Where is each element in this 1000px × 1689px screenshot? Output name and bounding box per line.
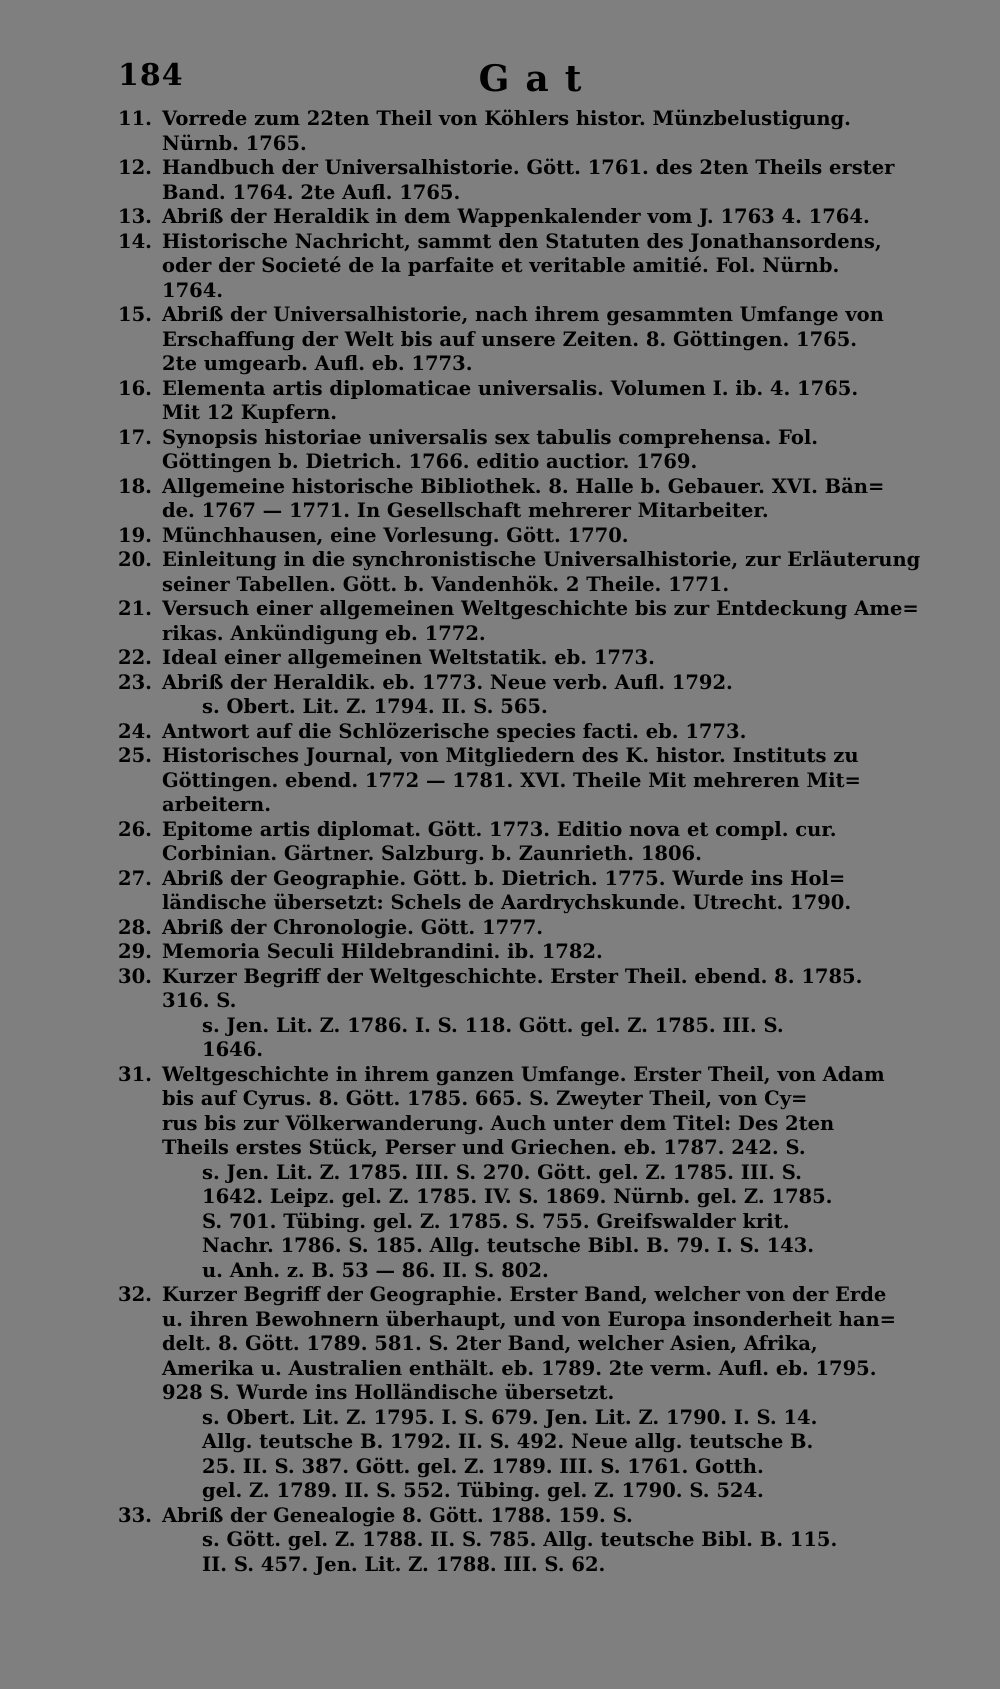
entry-line: Memoria Seculi Hildebrandini. ib. 1782. bbox=[162, 940, 603, 963]
entry-line: Band. 1764. 2te Aufl. 1765. bbox=[162, 180, 461, 204]
entry-text bbox=[162, 156, 938, 205]
entry-line: Historisches Journal, von Mitgliedern des K. histor. Instituts zu bbox=[162, 744, 859, 767]
bibliography-entry bbox=[118, 671, 938, 720]
entry-number: 18. bbox=[118, 474, 152, 498]
entry-text bbox=[162, 1283, 938, 1504]
entry-number: 19. bbox=[118, 523, 152, 547]
entry-line: Versuch einer allgemeinen Weltgeschichte bis zur Entdeckung Ame= bbox=[162, 597, 919, 620]
bibliography-entry bbox=[118, 524, 938, 549]
bibliography-entry bbox=[118, 1283, 938, 1504]
entry-line: de. 1767 — 1771. In Gesellschaft mehrerer Mitarbeiter. bbox=[162, 499, 769, 522]
bibliography-entry bbox=[118, 916, 938, 941]
entry-text bbox=[162, 867, 938, 916]
entry-number: 25. bbox=[118, 744, 152, 767]
bibliography-entry bbox=[118, 744, 938, 818]
entry-line: u. ihren Bewohnern überhaupt, und von Europa insonderheit han= bbox=[162, 1307, 897, 1331]
bibliography-entry bbox=[118, 205, 938, 230]
entry-line: Einleitung in die synchronistische Universalhistorie, zur Erläuterung bbox=[162, 548, 921, 571]
entry-line: arbeitern. bbox=[162, 793, 272, 816]
entry-text bbox=[162, 377, 938, 426]
page-number: 184 bbox=[118, 58, 184, 93]
entry-number: 32. bbox=[118, 1283, 152, 1306]
entry-line: seiner Tabellen. Gött. b. Vandenhök. 2 Theile. 1771. bbox=[162, 572, 730, 596]
entry-number: 13. bbox=[118, 205, 152, 228]
entry-number: 22. bbox=[118, 646, 152, 669]
entry-line: delt. 8. Gött. 1789. 581. S. 2ter Band, welcher Asien, Afrika, bbox=[162, 1332, 818, 1355]
review-reference: s. Obert. Lit. Z. 1795. I. S. 679. Jen. Lit. Z. 1790. I. S. 14. bbox=[202, 1405, 818, 1429]
bibliography-entry bbox=[118, 646, 938, 671]
entry-text bbox=[162, 720, 938, 745]
entry-line: Handbuch der Universalhistorie. Gött. 1761. des 2ten Theils erster bbox=[162, 156, 895, 179]
entry-text bbox=[162, 646, 938, 671]
entry-number: 24. bbox=[118, 719, 152, 743]
entry-line: Erschaffung der Welt bis auf unsere Zeiten. 8. Göttingen. 1765. bbox=[162, 327, 858, 351]
page-header bbox=[118, 58, 938, 102]
entry-line: Historische Nachricht, sammt den Statuten des Jonathansordens, bbox=[162, 229, 882, 253]
entry-line: 1764. bbox=[162, 278, 224, 302]
entry-line: Kurzer Begriff der Geographie. Erster Band, welcher von der Erde bbox=[162, 1283, 887, 1306]
review-reference: s. Obert. Lit. Z. 1794. II. S. 565. bbox=[202, 695, 548, 718]
bibliography-entry bbox=[118, 965, 938, 1063]
entry-text bbox=[162, 916, 938, 941]
entry-line: bis auf Cyrus. 8. Gött. 1785. 665. S. Zweyter Theil, von Cy= bbox=[162, 1087, 808, 1110]
entry-number: 16. bbox=[118, 376, 152, 400]
entry-text bbox=[162, 548, 938, 597]
entry-line: Corbinian. Gärtner. Salzburg. b. Zaunrieth. 1806. bbox=[162, 842, 702, 865]
entry-text bbox=[162, 1504, 938, 1578]
review-reference: Nachr. 1786. S. 185. Allg. teutsche Bibl. B. 79. I. S. 143. bbox=[202, 1234, 815, 1257]
entry-line: Abriß der Heraldik. eb. 1773. Neue verb. Aufl. 1792. bbox=[162, 670, 733, 694]
review-reference: u. Anh. z. B. 53 — 86. II. S. 802. bbox=[202, 1258, 549, 1282]
bibliography-entry bbox=[118, 1504, 938, 1578]
entry-line: Abriß der Chronologie. Gött. 1777. bbox=[162, 915, 544, 939]
bibliography-entry bbox=[118, 230, 938, 304]
entry-text bbox=[162, 965, 938, 1063]
bibliography-entry bbox=[118, 597, 938, 646]
entry-number: 12. bbox=[118, 156, 152, 179]
entry-line: Abriß der Genealogie 8. Gött. 1788. 159. S. bbox=[162, 1503, 633, 1527]
entry-text bbox=[162, 107, 938, 156]
entry-number: 28. bbox=[118, 915, 152, 939]
entry-text bbox=[162, 597, 938, 646]
entry-text bbox=[162, 303, 938, 377]
entry-line: 2te umgearb. Aufl. eb. 1773. bbox=[162, 352, 473, 375]
entry-text bbox=[162, 205, 938, 230]
review-reference: s. Jen. Lit. Z. 1785. III. S. 270. Gött. gel. Z. 1785. III. S. bbox=[202, 1160, 802, 1184]
review-reference: 1642. Leipz. gel. Z. 1785. IV. S. 1869. Nürnb. gel. Z. 1785. bbox=[202, 1185, 833, 1208]
entry-line: Abriß der Heraldik in dem Wappenkalender vom J. 1763 4. 1764. bbox=[162, 205, 870, 228]
entry-line: Epitome artis diplomat. Gött. 1773. Editio nova et compl. cur. bbox=[162, 817, 837, 841]
entry-text bbox=[162, 230, 938, 304]
entry-line: Elementa artis diplomaticae universalis. Volumen I. ib. 4. 1765. bbox=[162, 376, 859, 400]
entry-line: 928 S. Wurde ins Holländische übersetzt. bbox=[162, 1381, 615, 1404]
entry-line: rikas. Ankündigung eb. 1772. bbox=[162, 621, 486, 645]
bibliography-entry bbox=[118, 107, 938, 156]
entry-line: Mit 12 Kupfern. bbox=[162, 401, 338, 424]
entry-line: Abriß der Geographie. Gött. b. Dietrich. 1775. Wurde ins Hol= bbox=[162, 866, 846, 890]
running-head: Gat bbox=[478, 58, 598, 100]
entry-text bbox=[162, 426, 938, 475]
review-reference: Allg. teutsche B. 1792. II. S. 492. Neue allg. teutsche B. bbox=[202, 1430, 814, 1453]
entry-number: 29. bbox=[118, 940, 152, 963]
entry-line: Synopsis historiae universalis sex tabulis comprehensa. Fol. bbox=[162, 425, 819, 449]
entry-line: Theils erstes Stück, Perser und Griechen. eb. 1787. 242. S. bbox=[162, 1136, 806, 1159]
review-reference: gel. Z. 1789. II. S. 552. Tübing. gel. Z. 1790. S. 524. bbox=[202, 1479, 764, 1502]
entry-line: rus bis zur Völkerwanderung. Auch unter dem Titel: Des 2ten bbox=[162, 1111, 835, 1135]
bibliography-entry bbox=[118, 1063, 938, 1284]
entry-text bbox=[162, 818, 938, 867]
entry-number: 30. bbox=[118, 964, 152, 988]
entry-text bbox=[162, 475, 938, 524]
entry-number: 26. bbox=[118, 817, 152, 841]
entry-line: Vorrede zum 22ten Theil von Köhlers histor. Münzbelustigung. bbox=[162, 107, 851, 130]
entry-line: Göttingen. ebend. 1772 — 1781. XVI. Theile Mit mehreren Mit= bbox=[162, 768, 861, 792]
bibliography-entry bbox=[118, 720, 938, 745]
entry-line: Ideal einer allgemeinen Weltstatik. eb. 1773. bbox=[162, 646, 655, 669]
entry-number: 20. bbox=[118, 548, 152, 571]
entry-text bbox=[162, 524, 938, 549]
entry-number: 11. bbox=[118, 107, 152, 130]
entry-line: Göttingen b. Dietrich. 1766. editio auctior. 1769. bbox=[162, 450, 698, 473]
entry-number: 15. bbox=[118, 303, 152, 326]
entry-line: Weltgeschichte in ihrem ganzen Umfange. Erster Theil, von Adam bbox=[162, 1062, 885, 1086]
entry-line: ländische übersetzt: Schels de Aardrychskunde. Utrecht. 1790. bbox=[162, 891, 852, 914]
entry-number: 17. bbox=[118, 425, 152, 449]
entry-text bbox=[162, 940, 938, 965]
bibliography-entry bbox=[118, 156, 938, 205]
entry-line: Allgemeine historische Bibliothek. 8. Halle b. Gebauer. XVI. Bän= bbox=[162, 474, 885, 498]
bibliography-entry bbox=[118, 548, 938, 597]
bibliography-list bbox=[118, 107, 938, 1577]
review-reference: 25. II. S. 387. Gött. gel. Z. 1789. III. S. 1761. Gotth. bbox=[202, 1454, 764, 1478]
entry-line: 316. S. bbox=[162, 989, 237, 1012]
entry-number: 14. bbox=[118, 229, 152, 253]
entry-text bbox=[162, 671, 938, 720]
entry-line: Abriß der Universalhistorie, nach ihrem gesammten Umfange von bbox=[162, 303, 884, 326]
entry-text bbox=[162, 744, 938, 818]
entry-number: 33. bbox=[118, 1503, 152, 1527]
bibliography-entry bbox=[118, 818, 938, 867]
bibliography-entry bbox=[118, 303, 938, 377]
entry-line: Münchhausen, eine Vorlesung. Gött. 1770. bbox=[162, 523, 629, 547]
entry-number: 31. bbox=[118, 1062, 152, 1086]
bibliography-entry bbox=[118, 426, 938, 475]
review-reference: II. S. 457. Jen. Lit. Z. 1788. III. S. 62. bbox=[202, 1552, 606, 1576]
entry-line: Nürnb. 1765. bbox=[162, 131, 307, 155]
entry-number: 21. bbox=[118, 597, 152, 620]
entry-line: oder der Societé de la parfaite et veritable amitié. Fol. Nürnb. bbox=[162, 254, 840, 277]
bibliography-entry bbox=[118, 940, 938, 965]
entry-line: Kurzer Begriff der Weltgeschichte. Erster Theil. ebend. 8. 1785. bbox=[162, 964, 863, 988]
entry-line: Antwort auf die Schlözerische species facti. eb. 1773. bbox=[162, 719, 747, 743]
review-reference: s. Gött. gel. Z. 1788. II. S. 785. Allg. teutsche Bibl. B. 115. bbox=[202, 1528, 838, 1551]
review-reference: S. 701. Tübing. gel. Z. 1785. S. 755. Greifswalder krit. bbox=[202, 1209, 790, 1233]
entry-line: Amerika u. Australien enthält. eb. 1789. 2te verm. Aufl. eb. 1795. bbox=[162, 1356, 877, 1380]
entry-number: 27. bbox=[118, 866, 152, 890]
bibliography-entry bbox=[118, 867, 938, 916]
bibliography-entry bbox=[118, 377, 938, 426]
review-reference: s. Jen. Lit. Z. 1786. I. S. 118. Gött. gel. Z. 1785. III. S. bbox=[202, 1013, 784, 1037]
entry-number: 23. bbox=[118, 670, 152, 694]
review-reference: 1646. bbox=[202, 1038, 264, 1061]
entry-text bbox=[162, 1063, 938, 1284]
bibliography-entry bbox=[118, 475, 938, 524]
